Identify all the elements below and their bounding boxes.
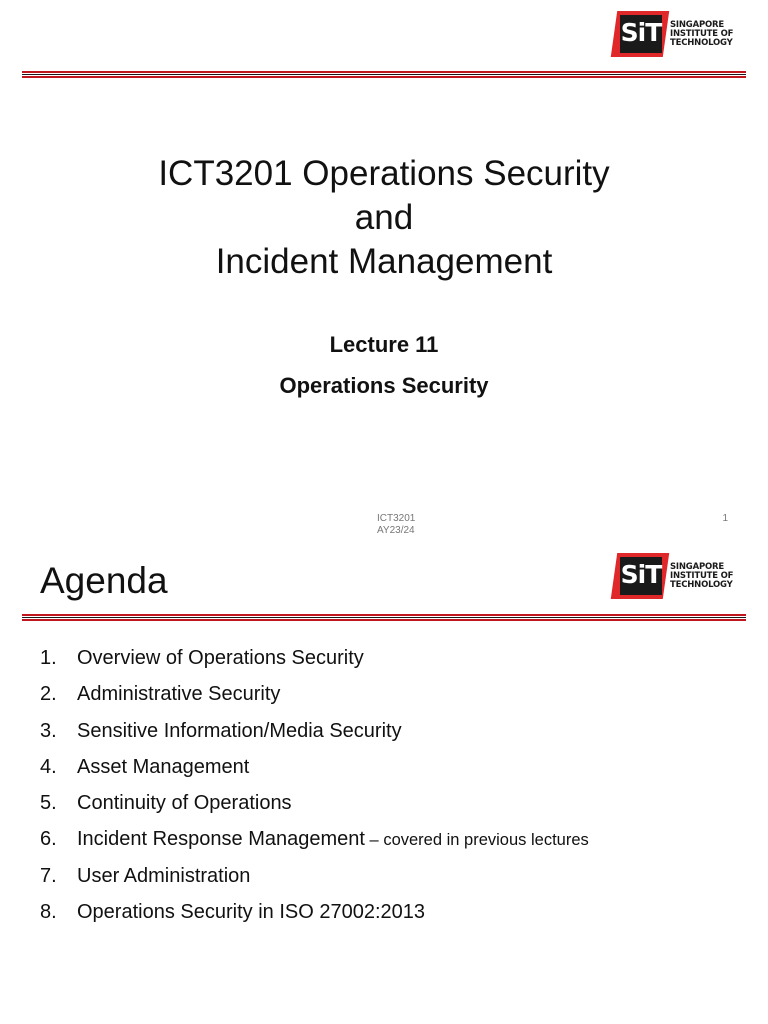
agenda-list	[40, 640, 589, 930]
list-item: 6. Incident Response Management – covered in previous lectures	[40, 828, 589, 851]
agenda-slide	[0, 544, 768, 1024]
sit-logo-badge	[614, 553, 666, 599]
sit-logo-badge	[614, 11, 666, 57]
list-item-note: – covered in previous lectures	[364, 831, 589, 850]
header-rule	[22, 71, 746, 78]
slide-title	[0, 152, 768, 284]
list-item: 5. Continuity of Operations	[40, 792, 292, 815]
title-line-3: Incident Management	[215, 242, 553, 281]
page-number: 1	[722, 513, 728, 524]
sit-logo	[614, 9, 734, 59]
list-item: 7. User Administration	[40, 864, 251, 887]
title-line-2: and	[354, 198, 414, 237]
footer-course-code: ICT3201	[377, 513, 416, 524]
footer-academic-year: AY23/24	[377, 525, 415, 536]
sit-logo	[614, 551, 734, 601]
agenda-title: Agenda	[40, 560, 168, 601]
sit-logo-mark: SiT	[620, 560, 662, 589]
sit-logo-text: SINGAPORE INSTITUTE OF TECHNOLOGY	[670, 20, 734, 48]
list-item: 1. Overview of Operations Security	[40, 647, 364, 669]
list-item: 4. Asset Management	[40, 755, 250, 778]
lecture-number: Lecture 11	[329, 332, 439, 357]
list-item: 3. Sensitive Information/Media Security	[40, 719, 402, 742]
footer-course	[377, 513, 415, 537]
list-item: 8. Operations Security in ISO 27002:2013	[40, 901, 425, 924]
sit-logo-text: SINGAPORE INSTITUTE OF TECHNOLOGY	[670, 562, 734, 590]
title-line-1: ICT3201 Operations Security	[158, 154, 610, 193]
list-item: 2. Administrative Security	[40, 683, 281, 706]
sit-logo-mark: SiT	[620, 18, 662, 47]
header-rule	[22, 614, 746, 621]
lecture-topic: Operations Security	[279, 373, 489, 398]
